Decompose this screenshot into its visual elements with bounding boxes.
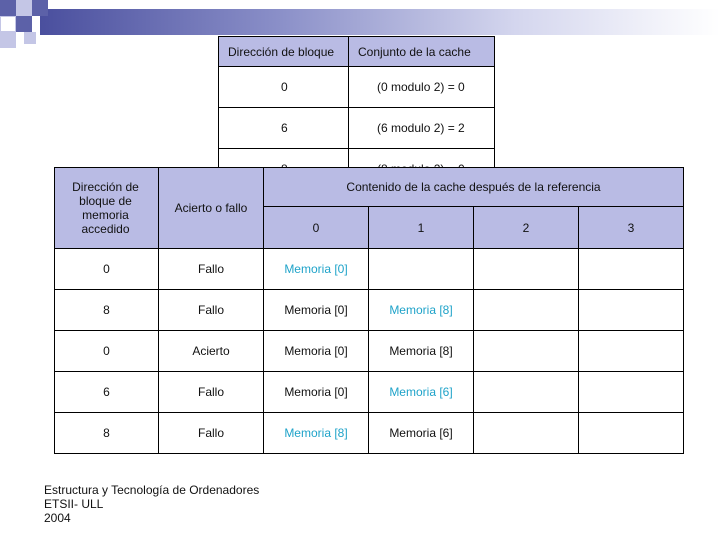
cache-block-1-cell: Memoria [8]: [369, 331, 474, 372]
table-row: [55, 372, 684, 413]
cache-block-2-cell: [474, 372, 579, 413]
decorative-square: [0, 16, 16, 32]
decorative-header-bar: [40, 9, 720, 35]
footer-course: Estructura y Tecnología de Ordenadores: [44, 483, 260, 497]
cache-contents-table: [54, 167, 684, 454]
table-row: [55, 413, 684, 454]
header-block-address: Dirección de bloque: [219, 37, 349, 67]
cache-block-3-cell: [579, 413, 684, 454]
address-cell: 0: [55, 249, 159, 290]
cache-block-3-cell: [579, 249, 684, 290]
footer-year: 2004: [44, 511, 71, 525]
result-cell: Fallo: [159, 249, 264, 290]
table-row: [55, 331, 684, 372]
cache-block-0-cell: Memoria [0]: [264, 249, 369, 290]
table-row: [219, 67, 495, 108]
cache-block-2-cell: [474, 331, 579, 372]
result-cell: Fallo: [159, 413, 264, 454]
header-cache-set: Conjunto de la cache: [349, 37, 495, 67]
block-address-cell: 0: [219, 67, 349, 108]
header-hit-or-miss: Acierto o fallo: [174, 201, 248, 215]
table-row: [55, 249, 684, 290]
decorative-square: [16, 16, 32, 32]
cache-block-0-cell: Memoria [8]: [264, 413, 369, 454]
header-contents-cell: [264, 168, 684, 207]
cache-block-1-cell: [369, 249, 474, 290]
cache-set-cell: (0 modulo 2) = 0: [349, 67, 495, 108]
cache-block-1-cell: Memoria [6]: [369, 372, 474, 413]
cache-block-2-cell: [474, 413, 579, 454]
cache-block-3-cell: [579, 372, 684, 413]
address-cell: 8: [55, 290, 159, 331]
footer: [44, 483, 259, 525]
cache-block-3-cell: [579, 290, 684, 331]
header-block-0: 0: [264, 207, 369, 249]
header-address-cell: [55, 168, 159, 249]
address-cell: 0: [55, 331, 159, 372]
table-row: [55, 290, 684, 331]
header-cache-contents: Contenido de la cache después de la referencia: [346, 180, 601, 195]
cache-block-3-cell: [579, 331, 684, 372]
result-cell: Fallo: [159, 372, 264, 413]
cache-set-cell: (6 modulo 2) = 2: [349, 108, 495, 149]
cache-block-0-cell: Memoria [0]: [264, 331, 369, 372]
decorative-square: [32, 0, 48, 16]
footer-school: ETSII- ULL: [44, 497, 104, 511]
address-cell: 6: [55, 372, 159, 413]
result-cell: Acierto: [159, 331, 264, 372]
header-block-3: 3: [579, 207, 684, 249]
decorative-square: [0, 0, 16, 16]
result-cell: Fallo: [159, 290, 264, 331]
decorative-square: [24, 32, 36, 44]
cache-block-0-cell: Memoria [0]: [264, 372, 369, 413]
table-row: [219, 108, 495, 149]
header-address: Dirección de bloque de memoria accedido: [72, 180, 139, 236]
cache-block-2-cell: [474, 249, 579, 290]
address-cell: 8: [55, 413, 159, 454]
block-address-cell: 6: [219, 108, 349, 149]
cache-block-1-cell: Memoria [6]: [369, 413, 474, 454]
header-block-2: 2: [474, 207, 579, 249]
cache-block-1-cell: Memoria [8]: [369, 290, 474, 331]
decorative-square: [0, 32, 16, 48]
header-block-1: 1: [369, 207, 474, 249]
header-hit-cell: [159, 168, 264, 249]
decorative-square: [16, 0, 32, 16]
cache-block-0-cell: Memoria [0]: [264, 290, 369, 331]
cache-block-2-cell: [474, 290, 579, 331]
